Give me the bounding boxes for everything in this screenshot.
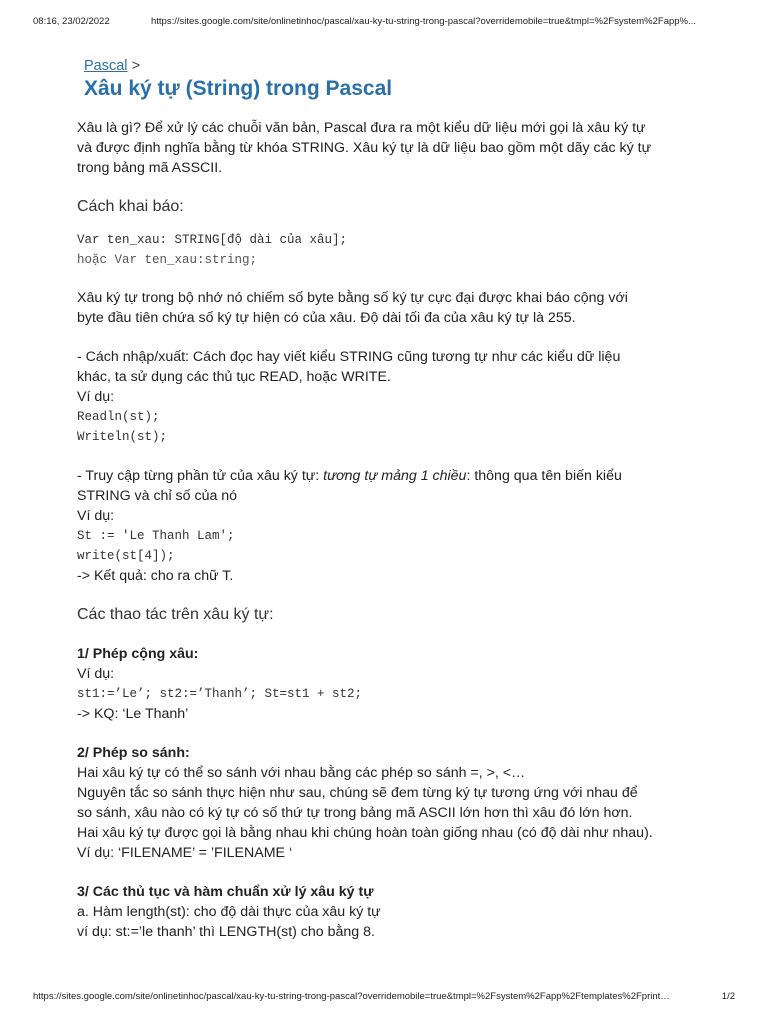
declare-code-line-1: Var ten_xau: STRING[độ dài của xâu]; — [77, 233, 348, 247]
breadcrumb-link-pascal[interactable]: Pascal — [84, 58, 128, 74]
access-line-1-suffix: : thông qua tên biến kiểu — [466, 468, 622, 484]
op1-title: 1/ Phép cộng xâu: — [77, 646, 199, 662]
op2-line-2: Nguyên tắc so sánh thực hiện như sau, chúng sẽ đem từng ký tự tương ứng với nhau để — [77, 785, 638, 801]
print-url: https://sites.google.com/site/onlinetinhoc/pascal/xau-ky-tu-string-trong-pascal?overridemobile=true&tmpl=%2Fsystem%2Fapp%... — [151, 16, 696, 27]
page-title: Xâu ký tự (String) trong Pascal — [84, 77, 393, 100]
io-line-2: khác, ta sử dụng các thủ tục READ, hoặc WRITE. — [77, 369, 391, 385]
intro-line-1: Xâu là gì? Để xử lý các chuỗi văn bản, Pascal đưa ra một kiểu dữ liệu mới gọi là xâu ký tự — [77, 120, 646, 136]
op2-title: 2/ Phép so sánh: — [77, 745, 190, 761]
access-example-label: Ví dụ: — [77, 508, 115, 524]
breadcrumb-separator: > — [131, 58, 141, 74]
op2-line-1: Hai xâu ký tự có thể so sánh với nhau bằng các phép so sánh =, >, <… — [77, 765, 526, 781]
op3-title: 3/ Các thủ tục và hàm chuẩn xử lý xâu ký tự — [77, 884, 374, 900]
access-line-1 — [77, 466, 697, 486]
declare-code-line-2: hoặc Var ten_xau:string; — [77, 253, 258, 267]
memory-line-1: Xâu ký tự trong bộ nhớ nó chiếm số byte bằng số ký tự cực đại được khai báo cộng với — [77, 290, 628, 306]
io-code-line-1: Readln(st); — [77, 410, 160, 424]
print-timestamp: 08:16, 23/02/2022 — [33, 16, 110, 27]
op2-line-3: so sánh, xâu nào có ký tự có số thứ tự trong bảng mã ASCII lớn hơn thì xâu đó lớn hơn. — [77, 805, 633, 821]
io-code-line-2: Writeln(st); — [77, 430, 168, 444]
print-footer-url: https://sites.google.com/site/onlinetinhoc/pascal/xau-ky-tu-string-trong-pascal?overridemobile=true&tmpl=%2Fsystem%2Fapp%2Ftemplates%2Fprint… — [33, 991, 670, 1002]
access-code-line-2: write(st[4]); — [77, 549, 175, 563]
io-example-label: Ví dụ: — [77, 389, 115, 405]
breadcrumb — [84, 58, 140, 74]
page-number: 1/2 — [721, 991, 735, 1002]
op1-result: -> KQ: ‘Le Thanh’ — [77, 706, 189, 722]
intro-line-2: và được định nghĩa bằng từ khóa STRING. Xâu ký tự là dữ liệu bao gồm một dãy các ký tự — [77, 140, 652, 156]
access-code-line-1: St := 'Le Thanh Lam'; — [77, 529, 235, 543]
op1-code: st1:=’Le’; st2:=’Thanh’; St=st1 + st2; — [77, 687, 363, 701]
ops-heading: Các thao tác trên xâu ký tự: — [77, 606, 274, 623]
memory-line-2: byte đầu tiên chứa số ký tự hiện có của xâu. Độ dài tối đa của xâu ký tự là 255. — [77, 310, 576, 326]
access-line-1-italic: tương tự mảng 1 chiều — [323, 468, 467, 484]
intro-line-3: trong bảng mã ASSCII. — [77, 160, 223, 176]
access-line-2: STRING và chỉ số của nó — [77, 488, 238, 504]
io-line-1: - Cách nhập/xuất: Cách đọc hay viết kiểu STRING cũng tương tự như các kiểu dữ liệu — [77, 349, 621, 365]
op1-example-label: Ví dụ: — [77, 666, 115, 682]
op2-line-5: Ví dụ: ‘FILENAME’ = ’FILENAME ‘ — [77, 845, 293, 861]
access-result: -> Kết quả: cho ra chữ T. — [77, 568, 234, 584]
declare-heading: Cách khai báo: — [77, 198, 184, 215]
op2-line-4: Hai xâu ký tự được gọi là bằng nhau khi chúng hoàn toàn giống nhau (có độ dài như nhau). — [77, 825, 653, 841]
op3-line-1: a. Hàm length(st): cho độ dài thực của xâu ký tự — [77, 904, 381, 920]
article-body — [77, 118, 697, 942]
op3-line-2: ví dụ: st:=’le thanh’ thì LENGTH(st) cho bằng 8. — [77, 924, 375, 940]
access-line-1-prefix: - Truy cập từng phần tử của xâu ký tự: — [77, 468, 324, 484]
